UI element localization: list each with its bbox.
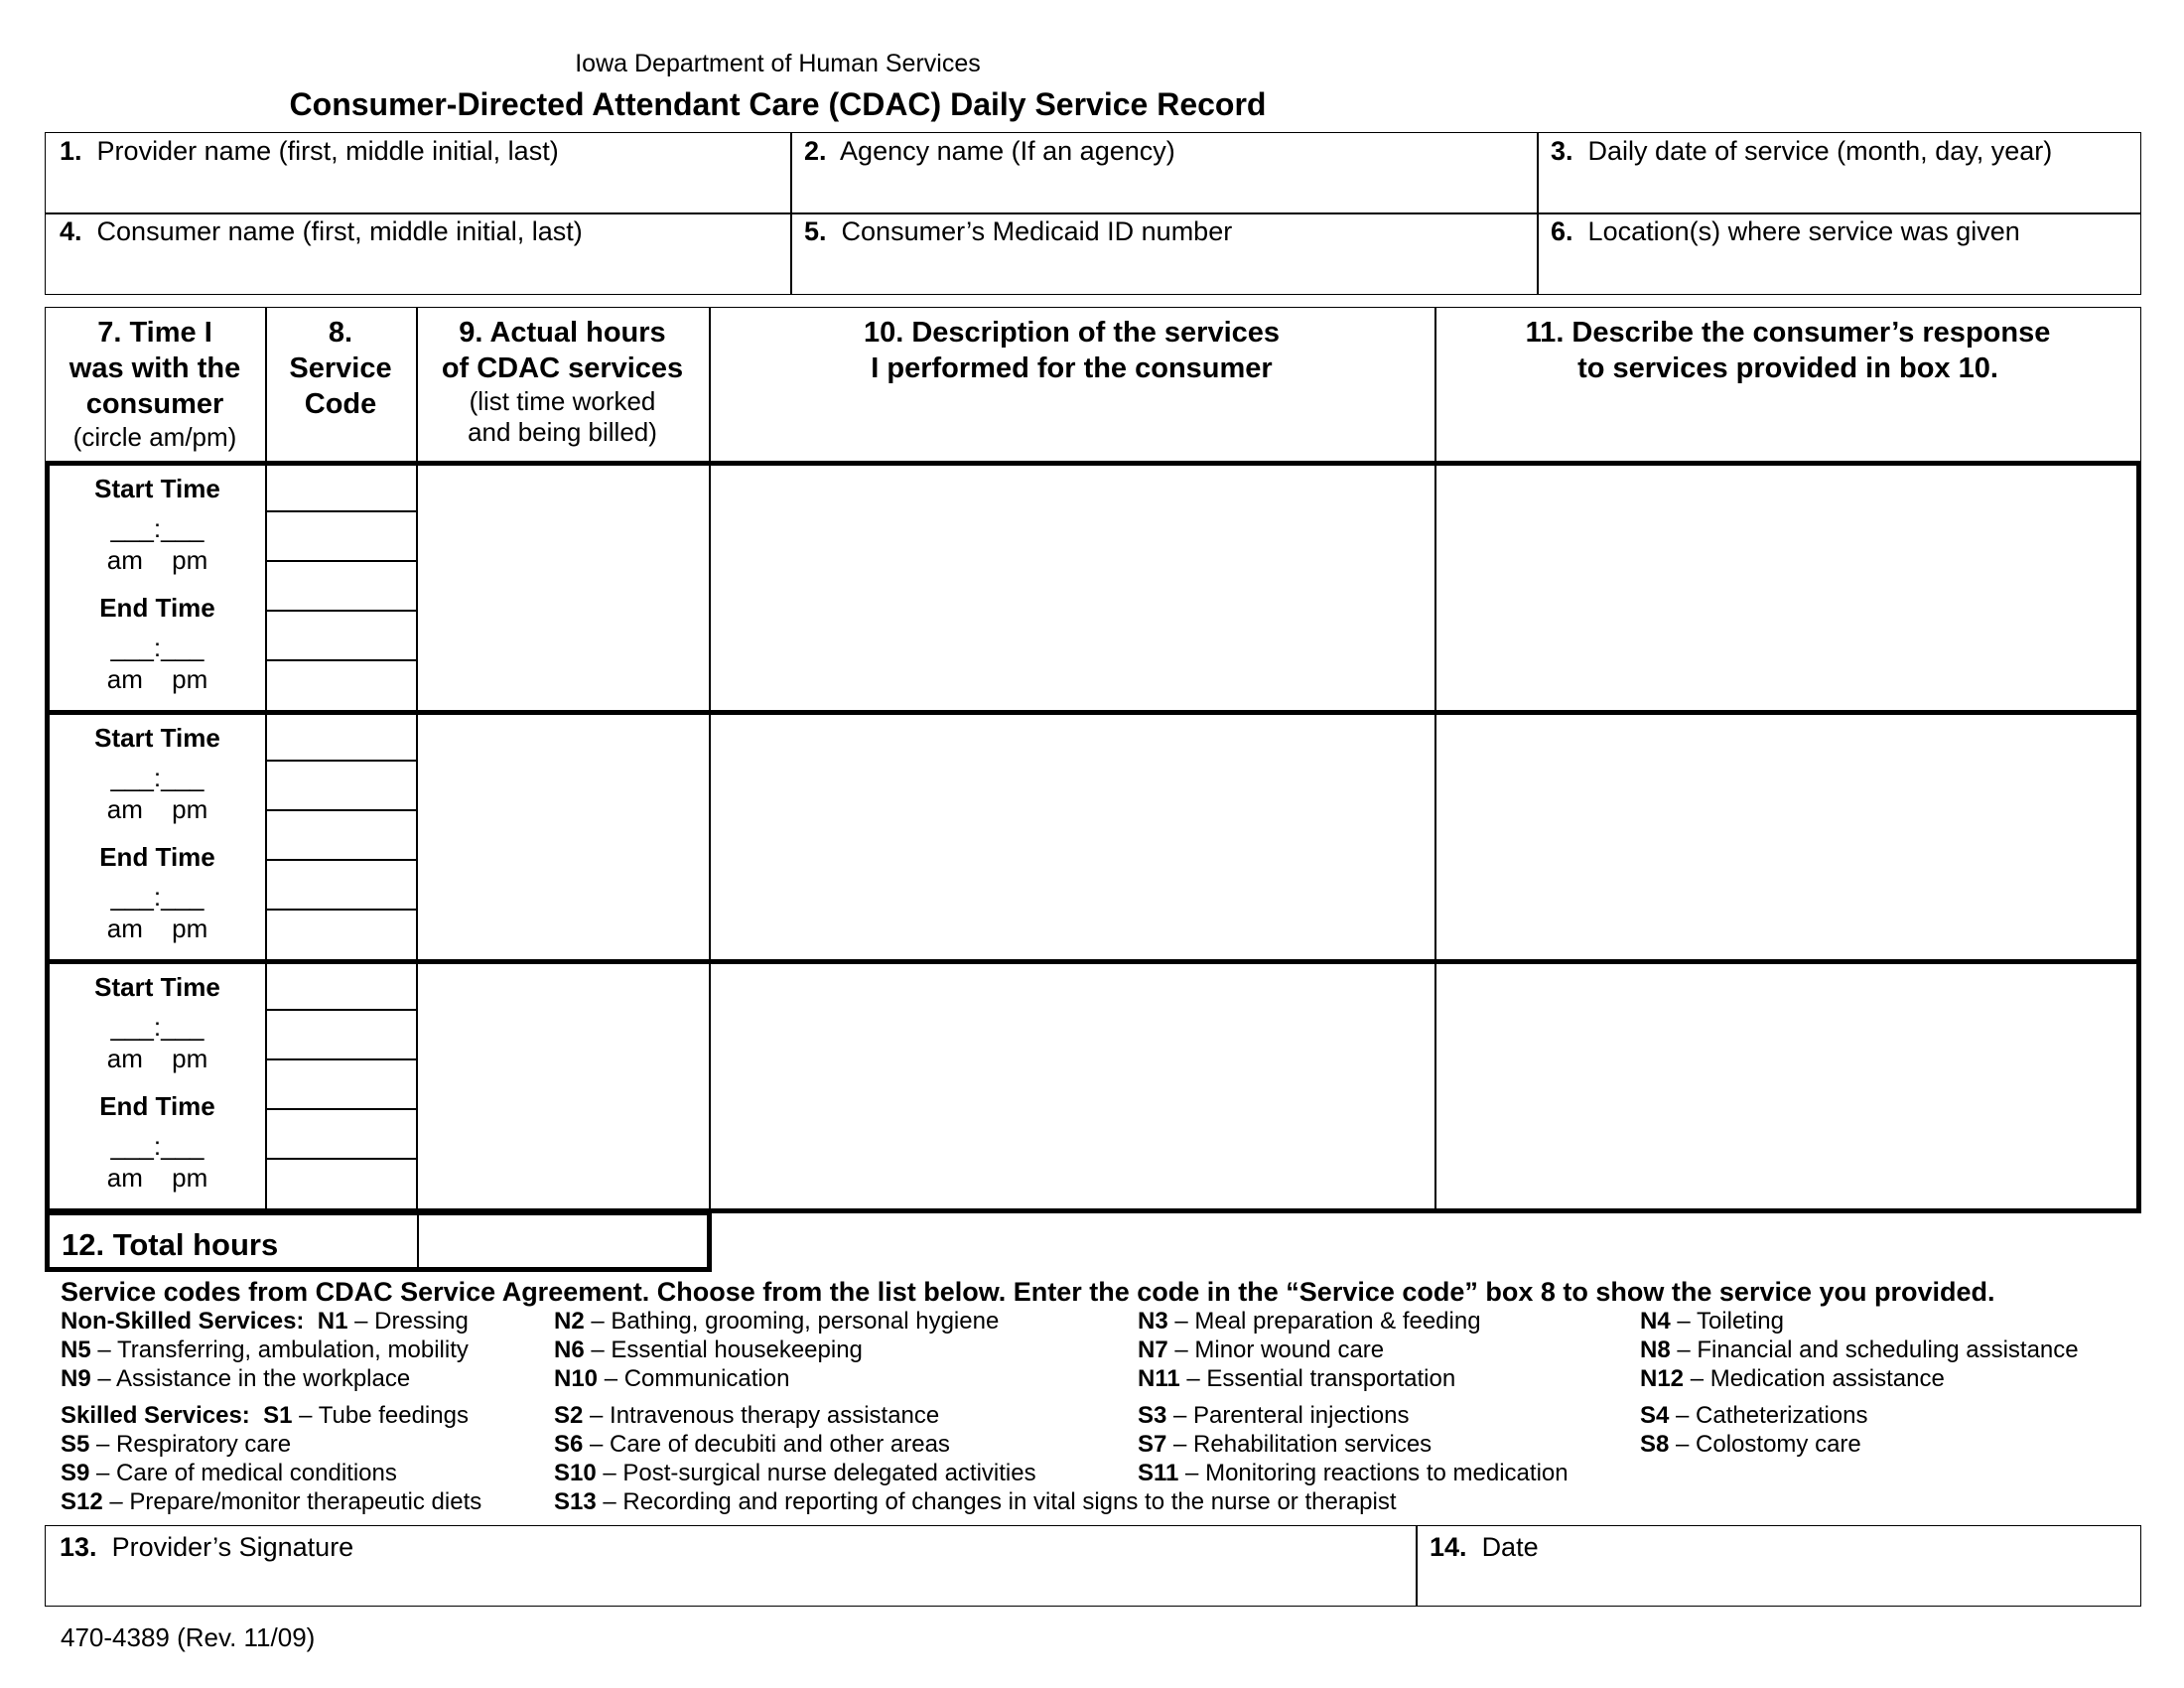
code-item: S3 – Parenteral injections <box>1138 1402 1410 1429</box>
field-num: 5. <box>804 216 827 246</box>
header-fields-grid <box>45 132 2141 295</box>
total-hours-box <box>45 1210 712 1272</box>
code-item: N7 – Minor wound care <box>1138 1336 1385 1363</box>
start-time-label: Start Time <box>94 723 220 753</box>
am-pm-choice[interactable]: am pm <box>106 794 208 824</box>
field-service-date[interactable] <box>1537 138 2140 211</box>
end-time-label: End Time <box>99 842 215 872</box>
code-item: S13 – Recording and reporting of changes in vital signs to the nurse or therapist <box>554 1488 1397 1515</box>
code-item: S11 – Monitoring reactions to medication <box>1138 1460 1569 1486</box>
code-item: N5 – Transferring, ambulation, mobility <box>61 1336 469 1363</box>
field-label: Consumer’s Medicaid ID number <box>841 216 1233 246</box>
signature-date-field[interactable]: 14. Date <box>1430 1532 1539 1562</box>
code-item: S2 – Intravenous therapy assistance <box>554 1402 940 1429</box>
form-number: 470-4389 (Rev. 11/09) <box>61 1622 316 1652</box>
field-label: Provider name (first, middle initial, last) <box>96 136 559 166</box>
am-pm-choice[interactable]: am pm <box>106 1163 208 1193</box>
time-cell[interactable] <box>50 974 265 1191</box>
code-item: S8 – Colostomy care <box>1640 1431 1861 1458</box>
time-cell[interactable] <box>50 476 265 692</box>
service-codes-title: Service codes from CDAC Service Agreement. Choose from the list below. Enter the code in the “Service code” box 8 to show the service you provided. <box>61 1277 1995 1307</box>
field-medicaid-id[interactable] <box>790 218 1537 292</box>
service-entry-block <box>45 959 2141 1213</box>
field-num: 2. <box>804 136 827 166</box>
time-blank[interactable]: ___:___ <box>110 633 205 662</box>
am-pm-choice[interactable]: am pm <box>106 545 208 575</box>
code-item: S5 – Respiratory care <box>61 1431 292 1458</box>
time-blank[interactable]: ___:___ <box>110 513 205 543</box>
end-time-label: End Time <box>99 593 215 623</box>
am-pm-choice[interactable]: am pm <box>106 1044 208 1073</box>
provider-signature-field[interactable]: 13. Provider’s Signature <box>60 1532 354 1562</box>
total-hours-label: 12. Total hours <box>62 1227 279 1262</box>
field-consumer-name[interactable] <box>46 218 790 292</box>
code-item: N4 – Toileting <box>1640 1308 1784 1335</box>
service-entry-block <box>45 461 2141 715</box>
service-entry-block <box>45 710 2141 964</box>
code-item: N2 – Bathing, grooming, personal hygiene <box>554 1308 1000 1335</box>
field-num: 6. <box>1551 216 1573 246</box>
code-item: N3 – Meal preparation & feeding <box>1138 1308 1481 1335</box>
field-label: Daily date of service (month, day, year) <box>1587 136 2053 166</box>
field-num: 1. <box>60 136 82 166</box>
start-time-label: Start Time <box>94 972 220 1002</box>
form-title: Consumer-Directed Attendant Care (CDAC) Daily Service Record <box>289 86 1267 122</box>
time-blank[interactable]: ___:___ <box>110 1012 205 1042</box>
code-item: S6 – Care of decubiti and other areas <box>554 1431 950 1458</box>
field-label: Consumer name (first, middle initial, last) <box>96 216 583 246</box>
agency-name: Iowa Department of Human Services <box>575 50 981 77</box>
code-item: S10 – Post-surgical nurse delegated activities <box>554 1460 1036 1486</box>
code-item: S7 – Rehabilitation services <box>1138 1431 1433 1458</box>
code-item: N11 – Essential transportation <box>1138 1365 1456 1392</box>
time-blank[interactable]: ___:___ <box>110 882 205 912</box>
code-item: Skilled Services: S1 – Tube feedings <box>61 1402 469 1429</box>
field-num: 3. <box>1551 136 1573 166</box>
code-item: Non-Skilled Services: N1 – Dressing <box>61 1308 469 1335</box>
field-label: Agency name (If an agency) <box>840 136 1175 166</box>
am-pm-choice[interactable]: am pm <box>106 914 208 943</box>
service-codes-legend <box>61 1276 2145 1308</box>
field-label: Location(s) where service was given <box>1587 216 2020 246</box>
code-item: S9 – Care of medical conditions <box>61 1460 397 1486</box>
field-agency-name[interactable] <box>790 138 1537 211</box>
col-header-service-code: 8. Service Code <box>289 317 392 420</box>
code-item: S12 – Prepare/monitor therapeutic diets <box>61 1488 482 1515</box>
col-header-response: 11. Describe the consumer’s response to services provided in box 10. <box>1525 317 2051 384</box>
code-item: N8 – Financial and scheduling assistance <box>1640 1336 2079 1363</box>
code-item: N9 – Assistance in the workplace <box>61 1365 411 1392</box>
code-item: N6 – Essential housekeeping <box>554 1336 863 1363</box>
time-cell[interactable] <box>50 725 265 941</box>
code-item: N12 – Medication assistance <box>1640 1365 1945 1392</box>
field-provider-name[interactable] <box>46 138 790 211</box>
time-blank[interactable]: ___:___ <box>110 763 205 792</box>
col-header-time: 7. Time I was with the consumer (circle am/pm) <box>68 317 241 452</box>
col-header-actual-hours: 9. Actual hours of CDAC services (list time worked and being billed) <box>441 317 684 447</box>
signature-row <box>45 1525 2141 1607</box>
col-header-description: 10. Description of the services I performed for the consumer <box>863 317 1281 384</box>
code-item: N10 – Communication <box>554 1365 790 1392</box>
start-time-label: Start Time <box>94 474 220 503</box>
code-item: S4 – Catheterizations <box>1640 1402 1868 1429</box>
time-blank[interactable]: ___:___ <box>110 1131 205 1161</box>
field-num: 4. <box>60 216 82 246</box>
field-service-location[interactable] <box>1537 218 2140 292</box>
am-pm-choice[interactable]: am pm <box>106 664 208 694</box>
end-time-label: End Time <box>99 1091 215 1121</box>
total-hours-input[interactable] <box>419 1215 707 1267</box>
